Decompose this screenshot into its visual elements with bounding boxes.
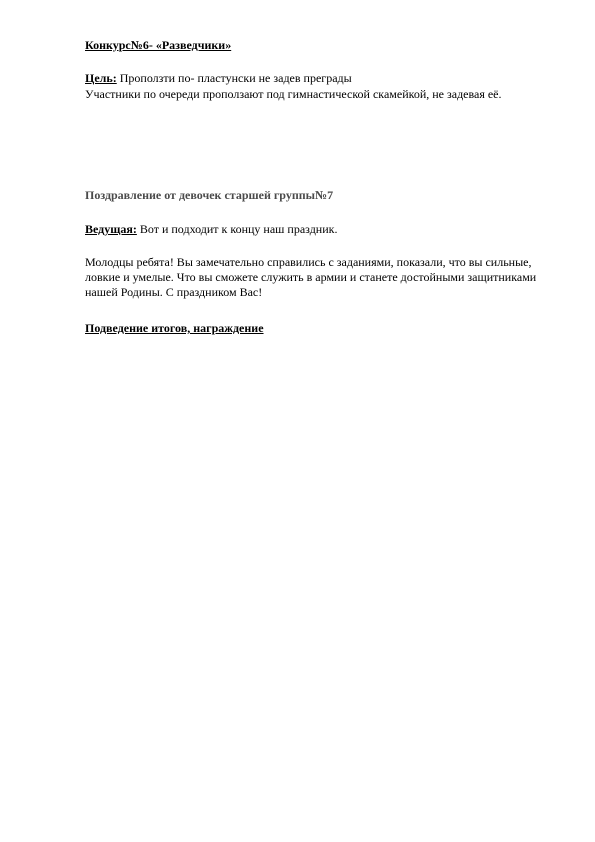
congrats-title: Поздравление от девочек старшей группы№7 bbox=[85, 188, 334, 202]
host-line bbox=[85, 222, 555, 237]
contest-description: Участники по очереди проползают под гимнастической скамейкой, не задевая её. bbox=[85, 87, 502, 101]
closing-paragraph: Молодцы ребята! Вы замечательно справились с заданиями, показали, что вы сильные, ловкие и умелые. Что вы сможете служить в армии и станете достойными защитниками нашей Родины. С праздником Вас! bbox=[85, 255, 537, 299]
goal-text: Проползти по- пластунски не задев преграды bbox=[116, 71, 352, 85]
goal-label: Цель: bbox=[85, 71, 117, 85]
host-label: Ведущая: bbox=[85, 222, 137, 236]
host-text: Вот и подходит к концу наш праздник. bbox=[136, 222, 338, 236]
summary-title: Подведение итогов, награждение bbox=[85, 321, 264, 335]
contest-goal bbox=[85, 71, 555, 86]
contest-title: Конкурс№6- «Разведчики» bbox=[85, 38, 232, 52]
